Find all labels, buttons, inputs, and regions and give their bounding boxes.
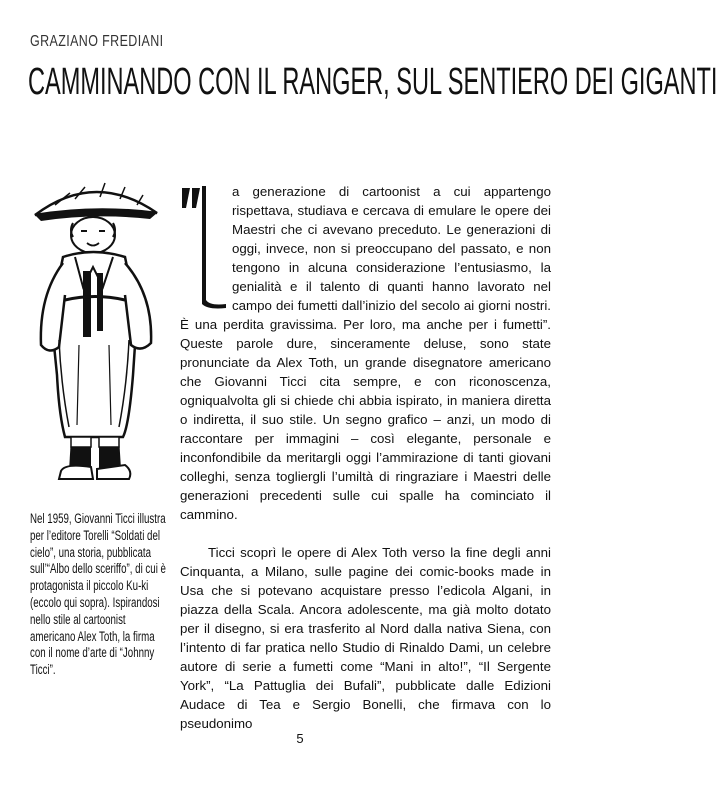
boy-with-conical-hat-illustration bbox=[25, 175, 165, 485]
author-name: GRAZIANO FREDIANI bbox=[30, 33, 164, 50]
drop-cap bbox=[180, 182, 228, 310]
article-title: CAMMINANDO CON IL RANGER, SUL SENTIERO DEI GIGANTI bbox=[28, 61, 717, 103]
paragraph-2: Ticci scoprì le opere di Alex Toth verso la fine degli anni Cinquanta, a Milano, sulle pagine dei comic-books made in Usa che si potevano acquistare presso l’edicola Algani, in piazza della Scala. Ancora adolescente, ma già molto dotato per il disegno, si era trasferito al Nord dalla nativa Siena, con l’intento di far pratica nello Studio di Rinaldo Dami, un celebre autore di serie a fumetti come “Mani in alto!”, “Il Sergente York”, “La Pattuglia dei Bufali”, pubblicate dalle Edizioni Audace di Tea e Sergio Bonelli, che firmava con lo pseudonimo bbox=[180, 545, 551, 731]
caption-text: Nel 1959, Giovanni Ticci illustra per l’editore Torelli “Soldati del cielo”, una storia, pubblicata sull’“Albo dello sceriffo”, di cui è protagonista il piccolo Ku-ki (eccolo qui sopra). Ispirandosi nello stile al cartoonist americano Alex Toth, la firma con il nome d’arte di “Johnny Ticci”. bbox=[30, 511, 166, 678]
article-body bbox=[180, 182, 551, 733]
drop-cap-letter: L bbox=[180, 182, 181, 183]
paragraph-1 bbox=[180, 182, 551, 524]
paragraph-1-text: a generazione di cartoonist a cui appartengo rispettava, studiava e cercava di emulare le opere dei Maestri che ci avevano preceduto. Le generazioni di oggi, invece, non si preoccupano del passato, e non tengono in alcuna considerazione l’entusiasmo, la genialità e il talento di quanti hanno lavorato nel campo dei fumetti dall’inizio del secolo ai giorni nostri. È una perdita gravissima. Per loro, ma anche per i fumetti”. Queste parole dure, sinceramente deluse, sono state pronunciate da Alex Toth, un grande disegnatore americano che Giovanni Ticci cita sempre, e con riconoscenza, ogniqualvolta gli si chiede chi abbia ispirato, in maniera diretta o indiretta, il suo stile. Un segno grafico – anzi, un modo di raccontare per immagini – così elegante, personale e inconfondibile da meritargli oggi l’ammirazione di tanti giovani colleghi, senza togliergli l’umiltà di ringraziare i Maestri delle generazioni precedenti sulle cui spalle ha cominciato il cammino. bbox=[180, 184, 551, 522]
page-number: 5 bbox=[296, 731, 304, 746]
illustration-caption bbox=[30, 511, 167, 679]
